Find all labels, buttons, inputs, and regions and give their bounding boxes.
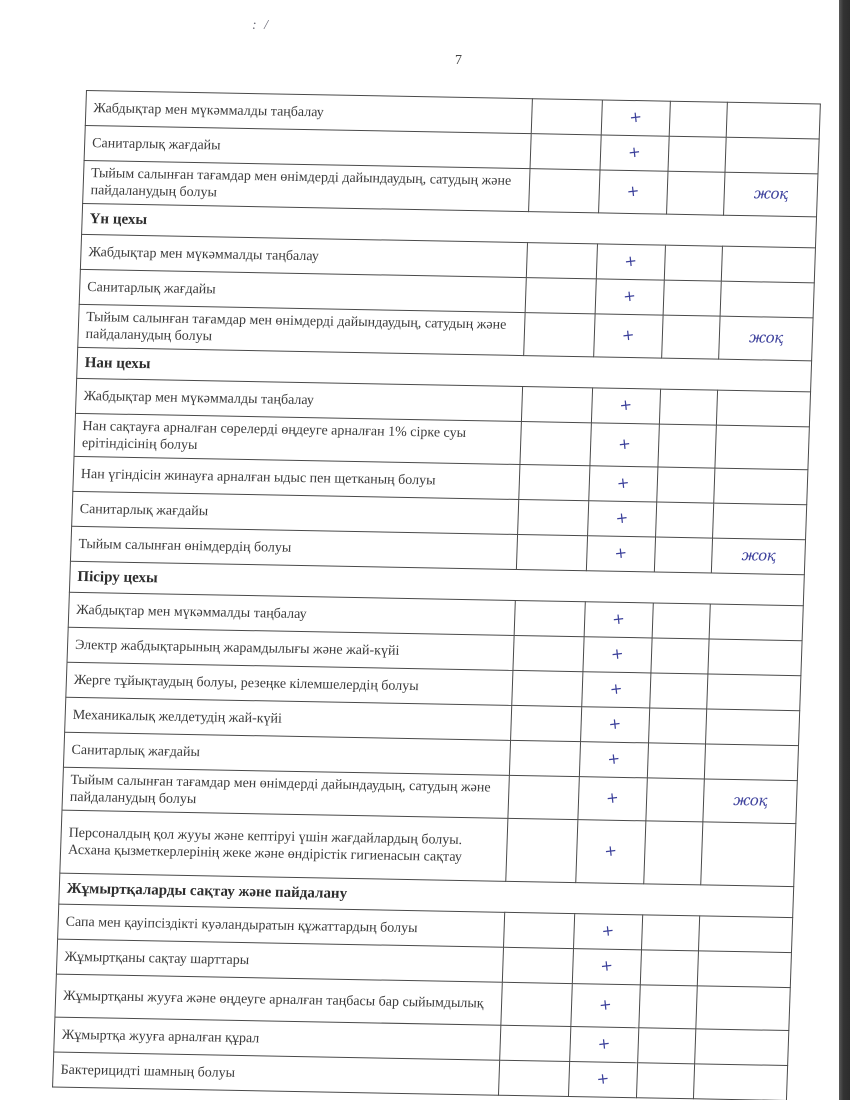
mark-cell [588,501,657,537]
col1-cell [506,818,578,882]
note-cell [713,503,807,540]
col1-cell [504,912,575,948]
plus-mark: + [603,841,618,861]
plus-mark: + [618,395,634,415]
plus-mark: + [622,286,637,306]
plus-mark: + [610,644,625,664]
col1-cell [518,499,589,535]
criterion-text: Электр жабдықтарының жарамдылығы және жай-күйі [67,627,514,670]
col3-cell [639,985,697,1029]
section-title: Нан цехы [77,347,812,391]
section-title: Пісіру цехы [69,561,804,605]
note-cell [703,779,797,824]
criterion-text: Персоналдың қол жууы және кептіруі үшін жағдайлардың болуы. Асхана қызметкерлерінің жеке және өндірістік гигиенасын сақтау [60,810,508,881]
col1-cell [516,534,587,570]
note-cell [711,538,805,575]
note-cell [720,281,814,318]
note-cell [709,604,803,641]
criterion-text: Жабдықтар мен мүкәммалды таңбалау [85,91,532,134]
col1-cell [525,278,596,314]
note-cell [714,468,808,505]
pen-scribble: : / [252,18,271,33]
mark-cell [595,279,664,315]
col3-cell [652,603,710,639]
col3-cell [640,950,698,986]
col1-cell [514,600,585,636]
col1-cell [526,243,597,279]
note-cell [721,246,815,283]
criterion-text: Нан үгіндісін жинауға арналған ыдыс пен щетканың болуы [73,456,520,499]
col3-cell [656,502,714,538]
criterion-text: Тыйым салынған тағамдар мен өнімдерді дайындаудың, сатудың және пайдаланудың болуы [83,160,530,211]
note-cell [704,744,798,781]
plus-mark: + [614,508,630,528]
col1-cell [531,99,602,135]
col1-cell [512,670,583,706]
checklist-table-container [52,90,820,1100]
mark-cell [584,602,653,638]
mark-cell [596,244,665,280]
mark-cell [594,314,663,358]
mark-cell [586,536,655,572]
criterion-text: Санитарлық жағдайы [72,491,519,534]
mark-cell [599,170,668,214]
note-cell [715,425,809,470]
note-cell [724,172,818,217]
col1-cell [530,134,601,170]
criterion-text: Тыйым салынған өнімдердің болуы [70,526,517,569]
note-cell [695,1029,789,1066]
criterion-text: Сапа мен қауіпсіздікті куәландыратын құжаттардың болуы [58,904,505,947]
handwritten-note: жоқ [732,790,768,810]
plus-mark: + [596,1033,612,1054]
col1-cell [498,1060,569,1096]
note-cell [726,102,820,139]
criterion-text: Жұмыртқаны сақтау шарттары [56,939,503,982]
criterion-text: Тыйым салынған тағамдар мен өнімдерді дайындаудың, сатудың және пайдаланудың болуы [62,767,509,818]
section-title: Жұмыртқаларды сақтау және пайдалану [59,873,794,917]
criterion-text: Санитарлық жағдайы [63,732,510,775]
plus-mark: + [598,994,613,1015]
col3-cell [669,101,727,137]
note-cell [725,137,819,174]
mark-cell [601,100,670,136]
note-cell [706,709,800,746]
mark-cell [568,1062,637,1098]
plus-mark: + [606,749,622,769]
handwritten-note: жоқ [748,328,784,347]
mark-cell [581,707,650,743]
note-cell [698,916,792,953]
handwritten-note: жоқ [753,184,788,203]
col3-cell [654,537,712,573]
col3-cell [651,638,709,674]
plus-mark: + [609,679,624,699]
col3-cell [659,389,717,425]
plus-mark: + [613,543,629,563]
criterion-text: Санитарлық жағдайы [84,125,531,168]
plus-mark: + [611,609,626,629]
col3-cell [663,280,721,316]
note-cell [707,674,801,711]
page-number: 7 [455,53,462,68]
col3-cell [662,315,720,359]
col1-cell [524,313,595,357]
plus-mark: + [595,1068,611,1089]
mark-cell [591,388,660,424]
criterion-text: Жұмыртқаны жууға және өңдеуге арналған таңбасы бар сыйымдылық [55,974,502,1025]
col3-cell [649,708,707,744]
mark-cell [582,672,651,708]
col3-cell [638,1028,696,1064]
col1-cell [509,740,580,776]
plus-mark: + [600,921,616,941]
plus-mark: + [605,788,620,808]
mark-cell [600,135,669,171]
col1-cell [513,635,584,671]
criterion-text: Санитарлық жағдайы [79,269,526,312]
criterion-text: Нан сақтауға арналған сөрелерді өңдеуге арналған 1% сірке суы ерітіндісінің болуы [74,413,521,464]
note-cell [696,986,790,1031]
mark-cell [576,820,646,884]
col3-cell [668,136,726,172]
plus-mark: + [616,473,631,493]
col1-cell [521,387,592,423]
col3-cell [650,673,708,709]
note-cell [701,822,796,887]
mark-cell [578,777,647,821]
note-cell [697,951,791,988]
criterion-text: Жұмыртқа жууға арналған құрал [54,1017,501,1060]
col1-cell [508,775,579,819]
col3-cell [636,1063,694,1099]
criterion-text: Механикалық желдетудің жай-күйі [65,697,512,740]
handwritten-note: жоқ [741,546,776,565]
col1-cell [502,947,573,983]
criterion-text: Бактерицидті шамның болуы [53,1052,500,1095]
plus-mark: + [617,434,632,454]
scan-edge-shadow [839,0,850,1100]
checklist-body [53,91,821,1100]
criterion-text: Жабдықтар мен мүкәммалды таңбалау [75,378,522,421]
col3-cell [658,424,716,468]
plus-mark: + [626,181,641,201]
criterion-text: Жабдықтар мен мүкәммалды таңбалау [80,234,527,277]
plus-mark: + [621,325,636,345]
mark-cell [579,742,648,778]
col1-cell [511,705,582,741]
col3-cell [646,778,704,822]
plus-mark: + [628,107,643,127]
plus-mark: + [627,142,642,162]
note-cell [719,316,813,361]
mark-cell [570,1027,639,1063]
col3-cell [644,821,703,885]
col1-cell [500,1025,571,1061]
plus-mark: + [599,956,615,976]
col3-cell [667,171,725,215]
section-title: Үн цехы [82,203,817,247]
mark-cell [589,466,658,502]
note-cell [693,1064,787,1100]
col3-cell [664,245,722,281]
note-cell [708,639,802,676]
mark-cell [571,984,640,1028]
col1-cell [519,465,590,501]
mark-cell [583,637,652,673]
col3-cell [657,467,715,503]
col1-cell [501,982,572,1026]
criterion-text: Тыйым салынған тағамдар мен өнімдерді дайындаудың, сатудың және пайдаланудың болуы [78,304,525,355]
mark-cell [572,949,641,985]
criterion-text: Жерге тұйықтаудың болуы, резеңке кілемшелердің болуы [66,662,513,705]
plus-mark: + [623,251,639,271]
plus-mark: + [607,714,623,734]
col3-cell [647,743,705,779]
col1-cell [529,169,600,213]
mark-cell [574,914,643,950]
col1-cell [520,422,591,466]
mark-cell [590,423,659,467]
criterion-text: Жабдықтар мен мүкәммалды таңбалау [68,592,515,635]
col3-cell [641,915,699,951]
checklist-table [52,90,821,1100]
note-cell [716,390,810,427]
